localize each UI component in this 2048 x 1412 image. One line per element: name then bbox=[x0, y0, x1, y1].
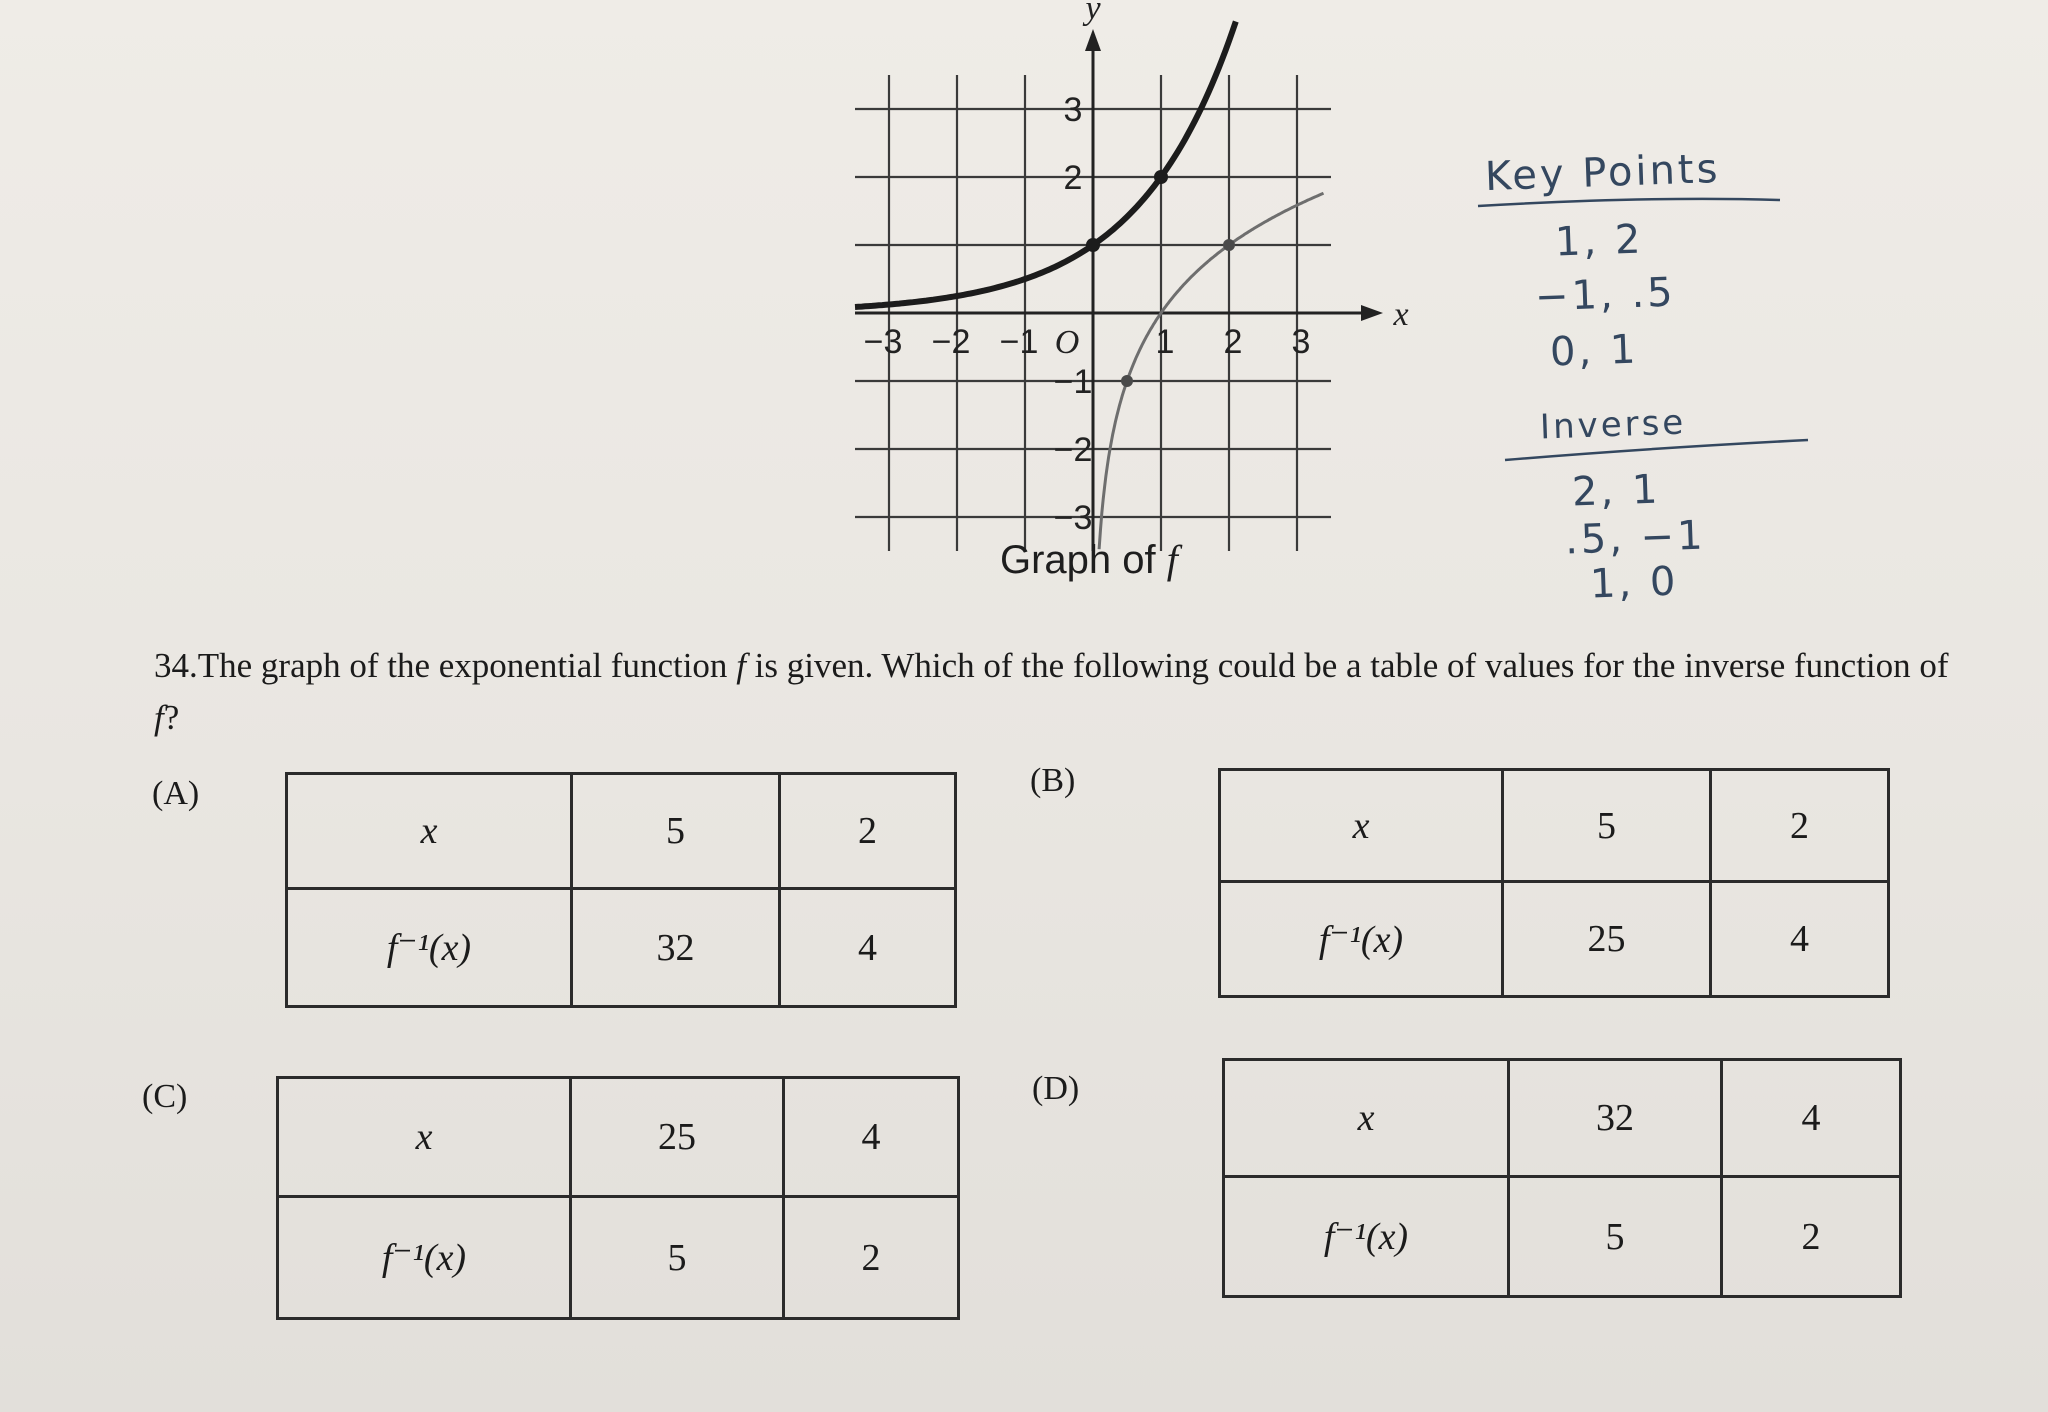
table-row bbox=[278, 1197, 959, 1319]
notes-line-3: 0, 1 bbox=[1549, 326, 1640, 376]
cell: 2 bbox=[780, 774, 956, 889]
option-a-label[interactable]: (A) bbox=[152, 775, 200, 812]
header-f-inverse: f⁻¹(x) bbox=[278, 1197, 571, 1319]
x-tick-label: −3 bbox=[863, 323, 903, 361]
table-row bbox=[1220, 882, 1889, 997]
notes-subtitle: Inverse bbox=[1539, 402, 1687, 448]
graph-caption-prefix: Graph of bbox=[1000, 538, 1156, 582]
notes-line-1: 1, 2 bbox=[1554, 216, 1645, 266]
origin-label: O bbox=[1054, 324, 1080, 361]
header-x: x bbox=[278, 1078, 571, 1197]
x-tick-label: 2 bbox=[1223, 323, 1243, 361]
table-row bbox=[287, 774, 956, 889]
cell: 5 bbox=[1503, 770, 1711, 882]
notes-inverse-line-1: 2, 1 bbox=[1571, 466, 1662, 516]
cell: 2 bbox=[1711, 770, 1889, 882]
cell: 25 bbox=[571, 1078, 784, 1197]
table-row bbox=[1220, 770, 1889, 882]
cell: 32 bbox=[572, 889, 780, 1007]
cell: 4 bbox=[784, 1078, 959, 1197]
table-row bbox=[1224, 1060, 1901, 1177]
cell: 4 bbox=[1722, 1060, 1901, 1177]
cell: 32 bbox=[1509, 1060, 1722, 1177]
header-x: x bbox=[1224, 1060, 1509, 1177]
header-f-inverse: f⁻¹(x) bbox=[287, 889, 572, 1007]
option-c-table[interactable] bbox=[276, 1076, 960, 1320]
option-a-table[interactable] bbox=[285, 772, 957, 1008]
graph-caption-func: f bbox=[1166, 537, 1178, 582]
cell: 5 bbox=[571, 1197, 784, 1319]
header-x: x bbox=[1220, 770, 1503, 882]
x-tick-label: 3 bbox=[1291, 323, 1311, 361]
question-text: 34.The graph of the exponential function f is given. Which of the following could be a table of values for the inverse function of f? bbox=[154, 646, 1949, 737]
table-row bbox=[287, 889, 956, 1007]
y-tick-label: 3 bbox=[1063, 91, 1083, 129]
notes-title: Key Points bbox=[1484, 145, 1722, 201]
cell: 5 bbox=[1509, 1177, 1722, 1297]
notes-title-underline bbox=[1478, 199, 1780, 206]
y-tick-label: 2 bbox=[1063, 159, 1083, 197]
cell: 2 bbox=[1722, 1177, 1901, 1297]
cell: 4 bbox=[1711, 882, 1889, 997]
option-c-label[interactable]: (C) bbox=[142, 1078, 188, 1115]
header-f-inverse: f⁻¹(x) bbox=[1224, 1177, 1509, 1297]
cell: 2 bbox=[784, 1197, 959, 1319]
notes-inverse-line-2: .5, −1 bbox=[1564, 512, 1707, 564]
cell: 25 bbox=[1503, 882, 1711, 997]
x-axis-label: x bbox=[1393, 296, 1409, 333]
y-tick-label: −2 bbox=[1053, 431, 1093, 469]
y-axis-label: y bbox=[1085, 0, 1101, 27]
y-tick-label: −1 bbox=[1053, 363, 1093, 401]
table-row bbox=[278, 1078, 959, 1197]
table-row bbox=[1224, 1177, 1901, 1297]
header-x: x bbox=[287, 774, 572, 889]
option-b-label[interactable]: (B) bbox=[1030, 762, 1076, 799]
x-tick-label: 1 bbox=[1155, 323, 1175, 361]
notes-line-2: −1, .5 bbox=[1534, 269, 1677, 321]
y-tick-label: −3 bbox=[1053, 499, 1093, 537]
cell: 4 bbox=[780, 889, 956, 1007]
cell: 5 bbox=[572, 774, 780, 889]
header-f-inverse: f⁻¹(x) bbox=[1220, 882, 1503, 997]
notes-inverse-line-3: 1, 0 bbox=[1589, 558, 1680, 608]
x-tick-label: −2 bbox=[931, 323, 971, 361]
option-d-table[interactable] bbox=[1222, 1058, 1902, 1298]
option-b-table[interactable] bbox=[1218, 768, 1890, 998]
question-number: 34. bbox=[154, 646, 198, 685]
option-d-label[interactable]: (D) bbox=[1032, 1070, 1080, 1107]
x-tick-label: −1 bbox=[999, 323, 1039, 361]
